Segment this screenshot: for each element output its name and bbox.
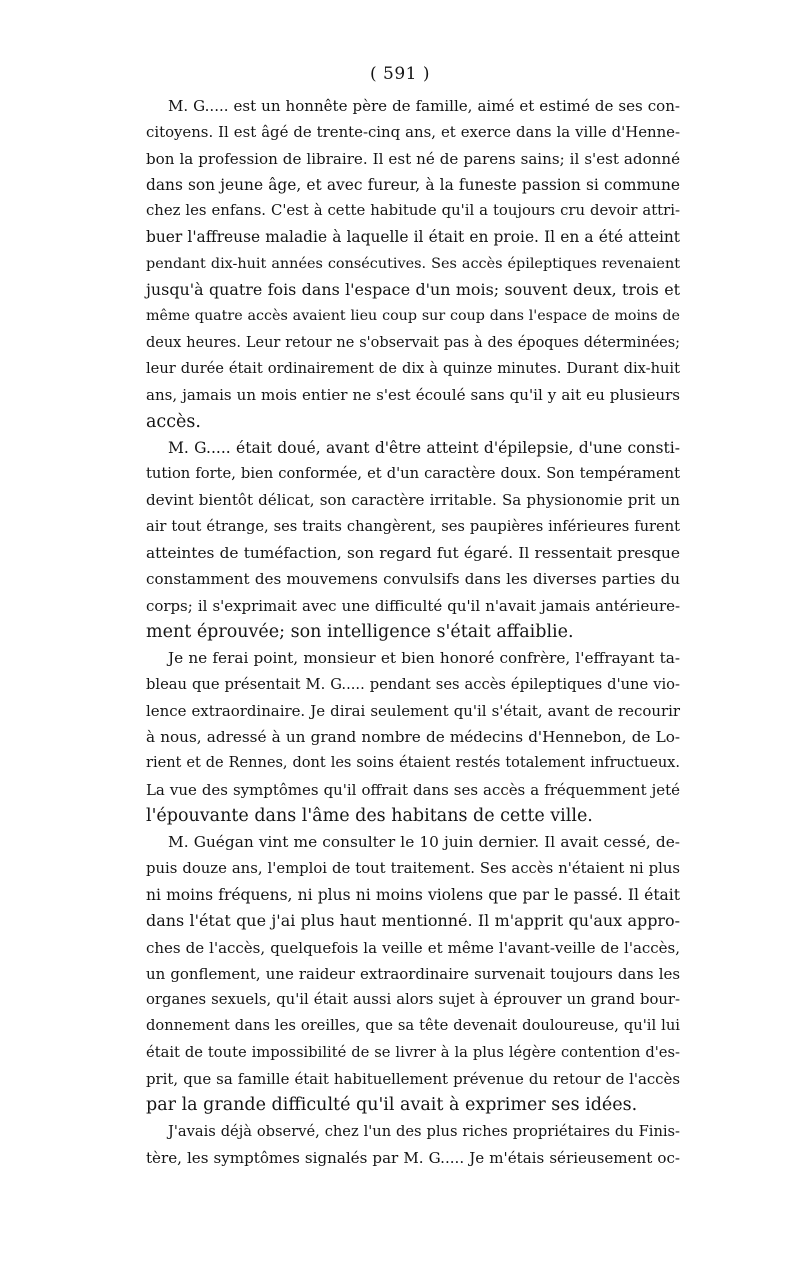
text-line: leur durée était ordinairement de dix à quinze minutes. Durant dix-huit — [146, 359, 680, 377]
page-number: ( 591 ) — [369, 64, 431, 84]
text-line: prit, que sa famille était habituellement prévenue du retour de l'accès — [146, 1069, 680, 1088]
text-line: était de toute impossibilité de se livrer à la plus légère contention d'es- — [146, 1043, 680, 1061]
text-line: constamment des mouvemens convulsifs dans les diverses parties du — [146, 570, 680, 589]
text-line: par la grande difficulté qu'il avait à exprimer ses idées. — [146, 1095, 638, 1116]
text-line: ans, jamais un mois entier ne s'est écoulé sans qu'il y ait eu plusieurs — [146, 386, 680, 405]
text-line: J'avais déjà observé, chez l'un des plus riches propriétaires du Finis- — [168, 1122, 680, 1140]
text-line: air tout étrange, ses traits changèrent, ses paupières inférieures furent — [146, 517, 680, 535]
paragraph-2 — [146, 435, 680, 645]
text-line: devint bientôt délicat, son caractère irritable. Sa physionomie prit un — [146, 491, 680, 510]
paragraph-5 — [146, 1119, 680, 1172]
text-line: un gonflement, une raideur extraordinaire survenait toujours dans les — [146, 964, 680, 983]
text-line: ni moins fréquens, ni plus ni moins violens que par le passé. Il était — [146, 885, 680, 904]
paragraph-4 — [146, 829, 680, 1118]
text-line: même quatre accès avaient lieu coup sur coup dans l'espace de moins de — [146, 308, 680, 325]
text-line: citoyens. Il est âgé de trente-cinq ans, et exerce dans la ville d'Henne- — [146, 123, 680, 142]
text-line: deux heures. Leur retour ne s'observait pas à des époques déterminées; — [146, 334, 680, 351]
text-line: chez les enfans. C'est à cette habitude qu'il a toujours cru devoir attri- — [146, 202, 680, 220]
text-line: M. Guégan vint me consulter le 10 juin dernier. Il avait cessé, de- — [168, 833, 680, 852]
text-line: buer l'affreuse maladie à laquelle il était en proie. Il en a été atteint — [146, 228, 680, 247]
text-line: rient et de Rennes, dont les soins étaient restés totalement infructueux. — [146, 755, 680, 772]
text-line: tution forte, bien conformée, et d'un caractère doux. Son tempérament — [146, 465, 680, 483]
text-line: bon la profession de libraire. Il est né de parens sains; il s'est adonné — [146, 149, 680, 168]
body-text — [146, 93, 680, 1171]
text-line: organes sexuels, qu'il était aussi alors sujet à éprouver un grand bour- — [146, 991, 680, 1009]
text-line: M. G..... est un honnête père de famille, aimé et estimé de ses con- — [168, 97, 680, 115]
text-line: La vue des symptômes qu'il offrait dans ses accès a fréquemment jeté — [146, 780, 680, 799]
text-line: dans son jeune âge, et avec fureur, à la funeste passion si commune — [146, 175, 680, 194]
text-line: l'épouvante dans l'âme des habitans de cette ville. — [146, 806, 593, 827]
paragraph-3 — [146, 645, 680, 829]
text-line: tère, les symptômes signalés par M. G..... Je m'étais sérieusement oc- — [146, 1148, 680, 1167]
text-line: M. G..... était doué, avant d'être atteint d'épilepsie, d'une consti- — [168, 438, 680, 457]
text-line: à nous, adressé à un grand nombre de médecins d'Hennebon, de Lo- — [146, 728, 680, 747]
text-line: ches de l'accès, quelquefois la veille et même l'avant-veille de l'accès, — [146, 938, 680, 957]
text-line: dans l'état que j'ai plus haut mentionné. Il m'apprit qu'aux appro- — [146, 911, 680, 931]
text-line: bleau que présentait M. G..... pendant ses accès épileptiques d'une vio- — [146, 675, 680, 693]
text-line: corps; il s'exprimait avec une difficulté qu'il n'avait jamais antérieure- — [146, 596, 680, 615]
text-line: atteintes de tuméfaction, son regard fut égaré. Il ressentait presque — [146, 544, 680, 563]
text-line: ment éprouvée; son intelligence s'était affaiblie. — [146, 621, 574, 642]
text-line: jusqu'à quatre fois dans l'espace d'un mois; souvent deux, trois et — [146, 280, 680, 300]
text-line: donnement dans les oreilles, que sa tête devenait douloureuse, qu'il lui — [146, 1017, 680, 1035]
text-line: accès. — [146, 411, 201, 432]
text-line: Je ne ferai point, monsieur et bien honoré confrère, l'effrayant ta- — [168, 649, 680, 668]
paragraph-1 — [146, 93, 680, 435]
text-line: puis douze ans, l'emploi de tout traitement. Ses accès n'étaient ni plus — [146, 859, 680, 877]
text-line: lence extraordinaire. Je dirai seulement qu'il s'était, avant de recourir — [146, 701, 680, 720]
text-line: pendant dix-huit années consécutives. Ses accès épileptiques revenaient — [146, 255, 680, 272]
